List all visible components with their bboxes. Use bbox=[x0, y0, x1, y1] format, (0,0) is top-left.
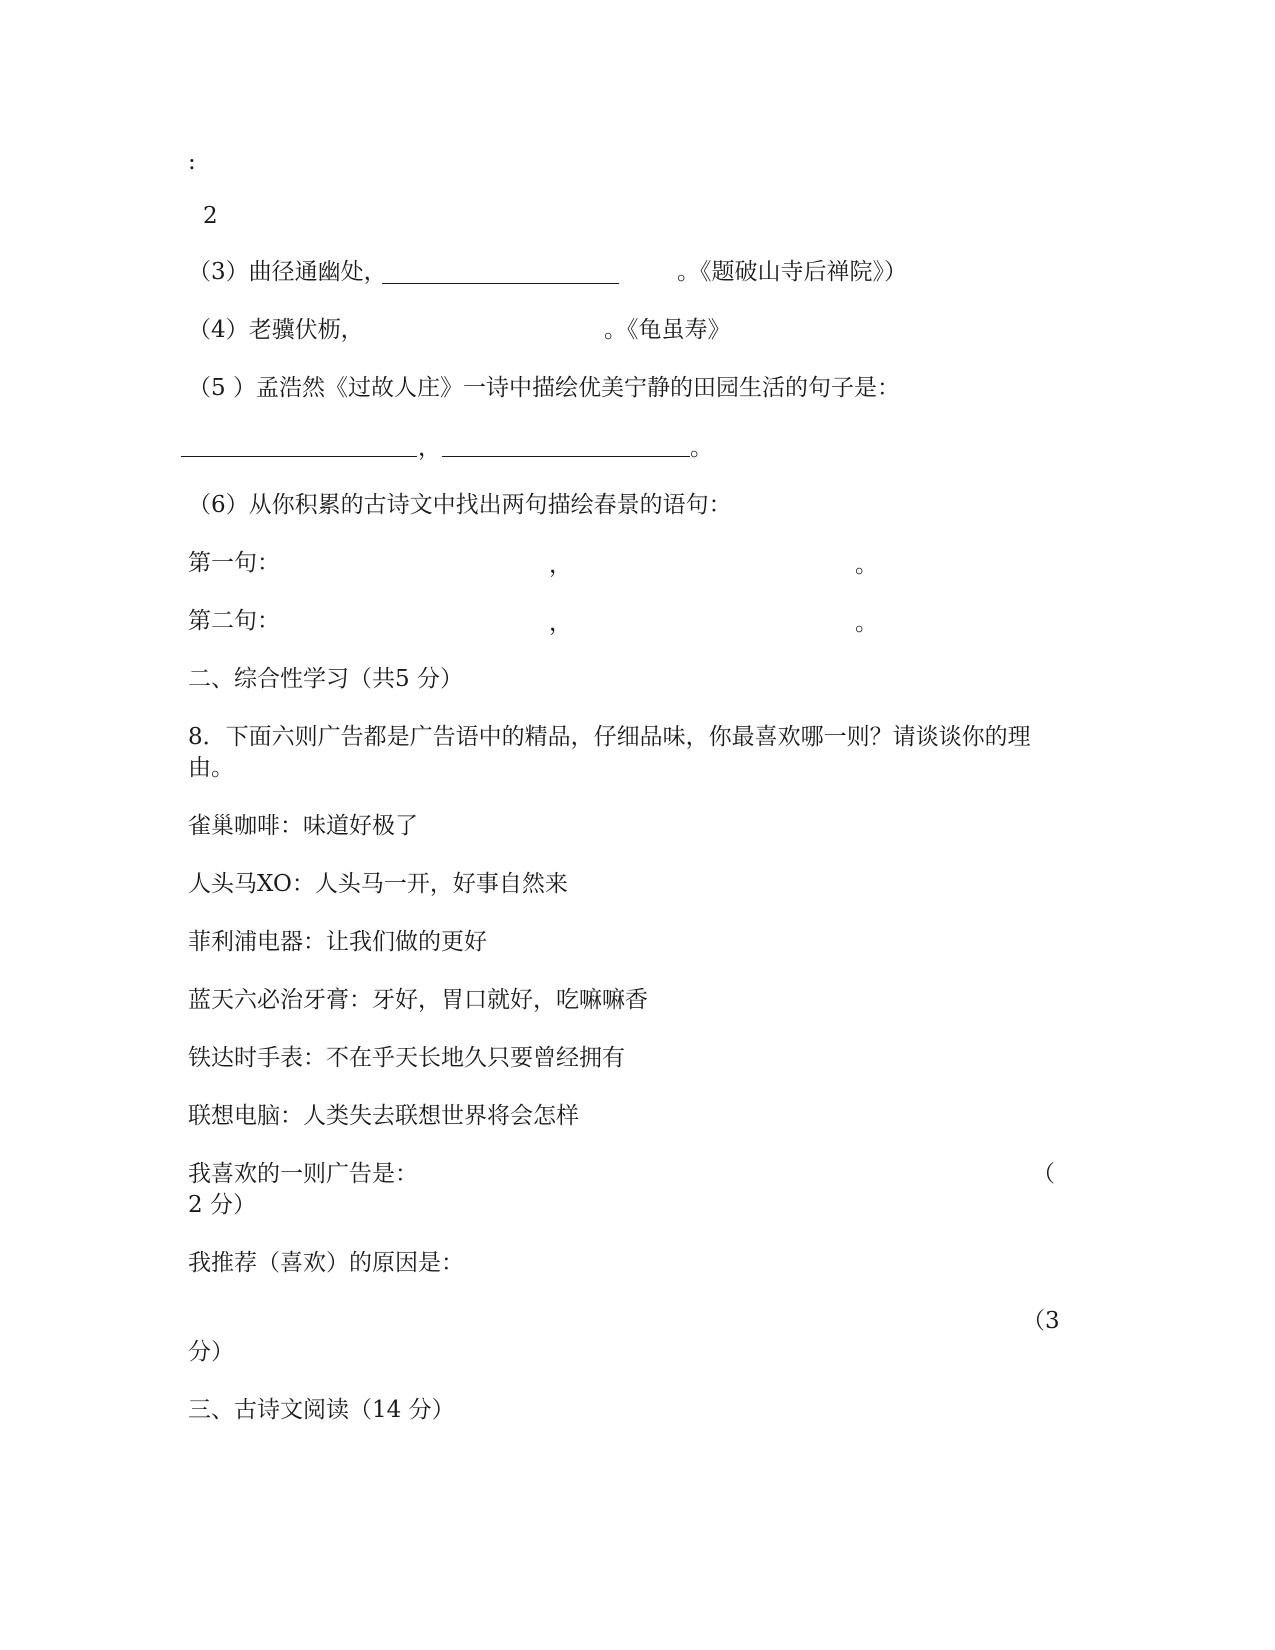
q5-comma: ， bbox=[418, 435, 441, 461]
q3-answer-blank[interactable] bbox=[382, 283, 619, 284]
q5-answer-blank-2[interactable] bbox=[442, 456, 690, 457]
second-sentence-period: 。 bbox=[855, 610, 878, 636]
page-number: 2 bbox=[203, 203, 218, 229]
ad-item-solvil-titus: 铁达时手表：不在乎天长地久只要曾经拥有 bbox=[188, 1045, 625, 1071]
reason-score-open: （3 bbox=[1022, 1308, 1060, 1334]
q5-question: （5 ）孟浩然《过故人庄》一诗中描绘优美宁静的田园生活的句子是： bbox=[188, 375, 900, 401]
reason-label: 我推荐（喜欢）的原因是： bbox=[188, 1250, 464, 1276]
second-sentence-label: 第二句： bbox=[188, 608, 280, 634]
favorite-score-paren: （ bbox=[1032, 1161, 1055, 1187]
second-sentence-comma: ， bbox=[549, 610, 572, 636]
ad-item-liubizhi: 蓝天六必治牙膏：牙好，胃口就好，吃嘛嘛香 bbox=[188, 987, 648, 1013]
reason-score-close: 分） bbox=[188, 1339, 234, 1365]
favorite-ad-label: 我喜欢的一则广告是： bbox=[188, 1161, 418, 1187]
ad-item-nestle: 雀巢咖啡：味道好极了 bbox=[188, 813, 418, 839]
q6-question: （6）从你积累的古诗文中找出两句描绘春景的语句： bbox=[188, 492, 732, 518]
ad-item-philips: 菲利浦电器：让我们做的更好 bbox=[188, 929, 487, 955]
ad-item-remy-martin: 人头马XO：人头马一开，好事自然来 bbox=[188, 871, 568, 897]
favorite-score: 2 分） bbox=[188, 1192, 256, 1218]
q8-line-2: 由。 bbox=[188, 755, 234, 781]
q4-suffix: 。《龟虽寿》 bbox=[604, 317, 731, 343]
section2-heading: 二、综合性学习（共5 分） bbox=[188, 666, 463, 692]
q5-period: 。 bbox=[690, 435, 713, 461]
q3-prefix: （3）曲径通幽处， bbox=[188, 259, 387, 285]
q4-prefix: （4）老骥伏枥， bbox=[188, 317, 364, 343]
first-sentence-period: 。 bbox=[855, 552, 878, 578]
q3-suffix: 。《题破山寺后禅院》） bbox=[677, 259, 907, 285]
ad-item-lenovo: 联想电脑：人类失去联想世界将会怎样 bbox=[188, 1103, 579, 1129]
stray-colon: : bbox=[188, 149, 196, 175]
section3-heading: 三、古诗文阅读（14 分） bbox=[188, 1397, 455, 1423]
q8-line-1: 8．下面六则广告都是广告语中的精品，仔细品味，你最喜欢哪一则？请谈谈你的理 bbox=[188, 724, 1031, 750]
q5-answer-blank-1[interactable] bbox=[181, 456, 417, 457]
first-sentence-comma: ， bbox=[549, 552, 572, 578]
first-sentence-label: 第一句： bbox=[188, 550, 280, 576]
